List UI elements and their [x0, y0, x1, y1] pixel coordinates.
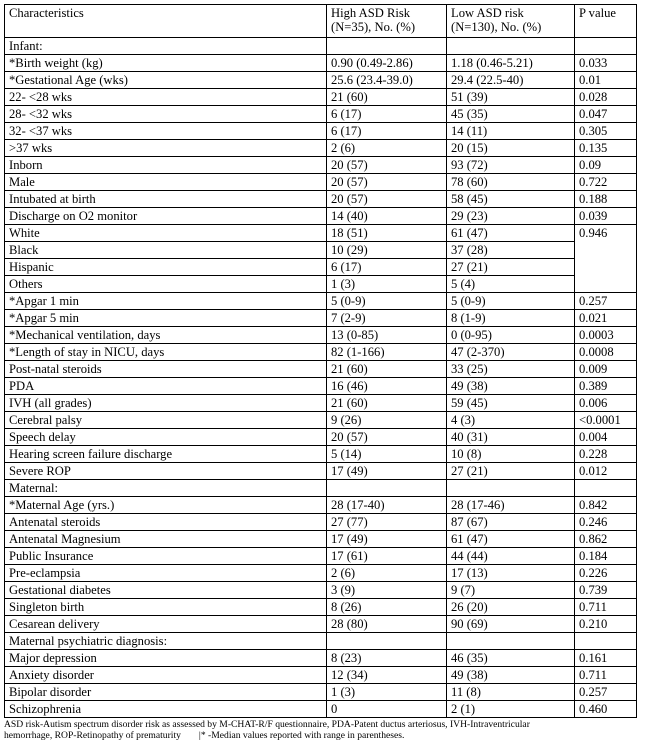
cell-high-asd-risk: 82 (1-166)	[327, 344, 447, 361]
cell-p-value	[575, 480, 637, 497]
cell-characteristic: Anxiety disorder	[5, 667, 327, 684]
header-high-asd-risk	[327, 5, 447, 38]
header-high-line2: (N=35), No. (%)	[331, 20, 416, 34]
cell-characteristic: >37 wks	[5, 140, 327, 157]
cell-low-asd-risk: 33 (25)	[447, 361, 575, 378]
cell-high-asd-risk: 21 (60)	[327, 89, 447, 106]
cell-characteristic: Pre-eclampsia	[5, 565, 327, 582]
cell-characteristic: *Gestational Age (wks)	[5, 72, 327, 89]
cell-high-asd-risk: 1 (3)	[327, 276, 447, 293]
cell-high-asd-risk	[327, 480, 447, 497]
cell-p-value: 0.228	[575, 446, 637, 463]
cell-high-asd-risk: 10 (29)	[327, 242, 447, 259]
table-row	[5, 463, 637, 480]
cell-characteristic: 22- <28 wks	[5, 89, 327, 106]
cell-high-asd-risk: 14 (40)	[327, 208, 447, 225]
cell-p-value: 0.246	[575, 514, 637, 531]
table-row	[5, 140, 637, 157]
cell-p-value: 0.135	[575, 140, 637, 157]
cell-characteristic: Discharge on O2 monitor	[5, 208, 327, 225]
cell-p-value: 0.047	[575, 106, 637, 123]
table-row	[5, 157, 637, 174]
cell-p-value: 0.0003	[575, 327, 637, 344]
footnote-line-2-text: hemorrhage, ROP-Retinopathy of prematurity	[4, 730, 181, 741]
cell-characteristic: Bipolar disorder	[5, 684, 327, 701]
cell-low-asd-risk: 46 (35)	[447, 650, 575, 667]
cell-high-asd-risk: 18 (51)	[327, 225, 447, 242]
cell-low-asd-risk: 51 (39)	[447, 89, 575, 106]
table-row	[5, 480, 637, 497]
cell-low-asd-risk: 20 (15)	[447, 140, 575, 157]
cell-characteristic: Antenatal Magnesium	[5, 531, 327, 548]
cell-characteristic: *Birth weight (kg)	[5, 55, 327, 72]
table-row	[5, 276, 637, 293]
cell-low-asd-risk: 11 (8)	[447, 684, 575, 701]
table-body	[5, 38, 637, 718]
cell-low-asd-risk: 1.18 (0.46-5.21)	[447, 55, 575, 72]
cell-characteristic: 32- <37 wks	[5, 123, 327, 140]
header-p-value-text: P value	[579, 6, 616, 20]
table-container	[4, 4, 636, 741]
cell-low-asd-risk: 29 (23)	[447, 208, 575, 225]
cell-p-value: 0.184	[575, 548, 637, 565]
table-row	[5, 446, 637, 463]
cell-characteristic: Black	[5, 242, 327, 259]
cell-high-asd-risk: 2 (6)	[327, 565, 447, 582]
cell-high-asd-risk: 7 (2-9)	[327, 310, 447, 327]
cell-high-asd-risk	[327, 633, 447, 650]
cell-p-value: 0.0008	[575, 344, 637, 361]
cell-low-asd-risk: 47 (2-370)	[447, 344, 575, 361]
cell-p-value: 0.021	[575, 310, 637, 327]
footnote-line-2	[4, 730, 644, 741]
table-row	[5, 55, 637, 72]
cell-low-asd-risk: 49 (38)	[447, 667, 575, 684]
header-low-asd-risk	[447, 5, 575, 38]
cell-high-asd-risk: 27 (77)	[327, 514, 447, 531]
cell-high-asd-risk: 20 (57)	[327, 191, 447, 208]
table-row	[5, 429, 637, 446]
table-row	[5, 242, 637, 259]
cell-low-asd-risk: 26 (20)	[447, 599, 575, 616]
table-row	[5, 72, 637, 89]
cell-high-asd-risk: 8 (26)	[327, 599, 447, 616]
cell-p-value: 0.01	[575, 72, 637, 89]
cell-low-asd-risk: 2 (1)	[447, 701, 575, 718]
cell-low-asd-risk: 10 (8)	[447, 446, 575, 463]
cell-low-asd-risk: 44 (44)	[447, 548, 575, 565]
cell-low-asd-risk: 29.4 (22.5-40)	[447, 72, 575, 89]
cell-low-asd-risk: 9 (7)	[447, 582, 575, 599]
cell-high-asd-risk: 6 (17)	[327, 106, 447, 123]
cell-low-asd-risk: 28 (17-46)	[447, 497, 575, 514]
cell-characteristic: Cesarean delivery	[5, 616, 327, 633]
cell-characteristic: *Maternal Age (yrs.)	[5, 497, 327, 514]
table-row	[5, 208, 637, 225]
cell-p-value: 0.722	[575, 174, 637, 191]
header-low-line1: Low ASD risk	[451, 6, 524, 20]
cell-p-value: 0.012	[575, 463, 637, 480]
table-row	[5, 684, 637, 701]
cell-high-asd-risk: 0.90 (0.49-2.86)	[327, 55, 447, 72]
cell-low-asd-risk: 87 (67)	[447, 514, 575, 531]
cell-characteristic: Hispanic	[5, 259, 327, 276]
cell-p-value	[575, 633, 637, 650]
cell-high-asd-risk: 17 (61)	[327, 548, 447, 565]
cell-high-asd-risk: 17 (49)	[327, 531, 447, 548]
cell-characteristic: Major depression	[5, 650, 327, 667]
cell-low-asd-risk: 40 (31)	[447, 429, 575, 446]
cell-p-value	[575, 242, 637, 259]
cell-p-value	[575, 276, 637, 293]
cell-p-value: 0.226	[575, 565, 637, 582]
cell-low-asd-risk: 49 (38)	[447, 378, 575, 395]
cell-low-asd-risk: 45 (35)	[447, 106, 575, 123]
cell-high-asd-risk: 1 (3)	[327, 684, 447, 701]
footnote-median-note: |* -Median values reported with range in parentheses.	[198, 730, 405, 741]
cell-p-value: <0.0001	[575, 412, 637, 429]
table-row	[5, 123, 637, 140]
cell-characteristic: Singleton birth	[5, 599, 327, 616]
table-row	[5, 701, 637, 718]
cell-low-asd-risk: 5 (4)	[447, 276, 575, 293]
table-row	[5, 667, 637, 684]
cell-p-value	[575, 38, 637, 55]
cell-high-asd-risk	[327, 38, 447, 55]
footnote-line-1: ASD risk-Autism spectrum disorder risk as assessed by M-CHAT-R/F questionnaire, PDA-Patent ductus arteriosus, IVH-Intraventricular	[4, 719, 530, 730]
cell-p-value: 0.946	[575, 225, 637, 242]
cell-p-value: 0.257	[575, 684, 637, 701]
cell-characteristic: Maternal:	[5, 480, 327, 497]
cell-p-value: 0.188	[575, 191, 637, 208]
table-row	[5, 650, 637, 667]
cell-characteristic: Male	[5, 174, 327, 191]
cell-low-asd-risk: 37 (28)	[447, 242, 575, 259]
table-row	[5, 38, 637, 55]
cell-low-asd-risk: 27 (21)	[447, 463, 575, 480]
cell-characteristic: Hearing screen failure discharge	[5, 446, 327, 463]
cell-high-asd-risk: 16 (46)	[327, 378, 447, 395]
cell-high-asd-risk: 5 (0-9)	[327, 293, 447, 310]
table-row	[5, 378, 637, 395]
cell-high-asd-risk: 28 (80)	[327, 616, 447, 633]
cell-high-asd-risk: 9 (26)	[327, 412, 447, 429]
table-row	[5, 361, 637, 378]
table-row	[5, 616, 637, 633]
cell-p-value: 0.006	[575, 395, 637, 412]
cell-high-asd-risk: 17 (49)	[327, 463, 447, 480]
table-row	[5, 548, 637, 565]
cell-high-asd-risk: 28 (17-40)	[327, 497, 447, 514]
cell-low-asd-risk: 61 (47)	[447, 531, 575, 548]
cell-p-value: 0.210	[575, 616, 637, 633]
cell-high-asd-risk: 5 (14)	[327, 446, 447, 463]
cell-low-asd-risk: 58 (45)	[447, 191, 575, 208]
cell-high-asd-risk: 21 (60)	[327, 395, 447, 412]
cell-p-value: 0.039	[575, 208, 637, 225]
cell-characteristic: 28- <32 wks	[5, 106, 327, 123]
cell-low-asd-risk: 14 (11)	[447, 123, 575, 140]
cell-low-asd-risk: 59 (45)	[447, 395, 575, 412]
cell-high-asd-risk: 20 (57)	[327, 429, 447, 446]
cell-characteristic: *Mechanical ventilation, days	[5, 327, 327, 344]
table-row	[5, 531, 637, 548]
header-low-line2: (N=130), No. (%)	[451, 20, 542, 34]
cell-characteristic: Intubated at birth	[5, 191, 327, 208]
cell-p-value: 0.842	[575, 497, 637, 514]
table-header-row	[5, 5, 637, 38]
cell-low-asd-risk: 0 (0-95)	[447, 327, 575, 344]
table-row	[5, 225, 637, 242]
header-characteristics	[5, 5, 327, 38]
table-row	[5, 191, 637, 208]
cell-characteristic: Maternal psychiatric diagnosis:	[5, 633, 327, 650]
cell-characteristic: Cerebral palsy	[5, 412, 327, 429]
cell-p-value: 0.161	[575, 650, 637, 667]
cell-characteristic: Others	[5, 276, 327, 293]
cell-p-value: 0.028	[575, 89, 637, 106]
table-row	[5, 259, 637, 276]
cell-high-asd-risk: 20 (57)	[327, 174, 447, 191]
cell-p-value: 0.862	[575, 531, 637, 548]
cell-low-asd-risk	[447, 38, 575, 55]
cell-p-value: 0.711	[575, 667, 637, 684]
table-row	[5, 293, 637, 310]
cell-p-value: 0.305	[575, 123, 637, 140]
cell-high-asd-risk: 13 (0-85)	[327, 327, 447, 344]
cell-characteristic: PDA	[5, 378, 327, 395]
table-row	[5, 395, 637, 412]
header-high-line1: High ASD Risk	[331, 6, 411, 20]
cell-low-asd-risk: 27 (21)	[447, 259, 575, 276]
table-row	[5, 412, 637, 429]
cell-characteristic: IVH (all grades)	[5, 395, 327, 412]
cell-high-asd-risk: 0	[327, 701, 447, 718]
cell-p-value: 0.004	[575, 429, 637, 446]
cell-characteristic: Schizophrenia	[5, 701, 327, 718]
table-row	[5, 514, 637, 531]
footnote	[4, 719, 644, 741]
cell-characteristic: Post-natal steroids	[5, 361, 327, 378]
cell-high-asd-risk: 3 (9)	[327, 582, 447, 599]
cell-high-asd-risk: 21 (60)	[327, 361, 447, 378]
cell-low-asd-risk: 8 (1-9)	[447, 310, 575, 327]
cell-p-value: 0.460	[575, 701, 637, 718]
cell-characteristic: White	[5, 225, 327, 242]
cell-high-asd-risk: 6 (17)	[327, 123, 447, 140]
cell-p-value: 0.09	[575, 157, 637, 174]
cell-low-asd-risk: 78 (60)	[447, 174, 575, 191]
cell-high-asd-risk: 8 (23)	[327, 650, 447, 667]
table-row	[5, 310, 637, 327]
cell-low-asd-risk: 4 (3)	[447, 412, 575, 429]
cell-p-value: 0.033	[575, 55, 637, 72]
cell-low-asd-risk: 90 (69)	[447, 616, 575, 633]
cell-p-value: 0.389	[575, 378, 637, 395]
characteristics-table	[4, 4, 637, 718]
cell-p-value: 0.009	[575, 361, 637, 378]
table-row	[5, 106, 637, 123]
cell-high-asd-risk: 20 (57)	[327, 157, 447, 174]
cell-characteristic: Public Insurance	[5, 548, 327, 565]
table-row	[5, 174, 637, 191]
cell-characteristic: *Apgar 1 min	[5, 293, 327, 310]
header-p-value	[575, 5, 637, 38]
cell-high-asd-risk: 2 (6)	[327, 140, 447, 157]
cell-low-asd-risk: 61 (47)	[447, 225, 575, 242]
cell-p-value: 0.711	[575, 599, 637, 616]
table-row	[5, 599, 637, 616]
table-row	[5, 89, 637, 106]
header-characteristics-text: Characteristics	[9, 6, 84, 20]
cell-characteristic: Antenatal steroids	[5, 514, 327, 531]
table-row	[5, 633, 637, 650]
cell-p-value: 0.257	[575, 293, 637, 310]
cell-characteristic: Infant:	[5, 38, 327, 55]
cell-high-asd-risk: 12 (34)	[327, 667, 447, 684]
cell-characteristic: Gestational diabetes	[5, 582, 327, 599]
table-row	[5, 582, 637, 599]
cell-high-asd-risk: 25.6 (23.4-39.0)	[327, 72, 447, 89]
table-row	[5, 565, 637, 582]
cell-high-asd-risk: 6 (17)	[327, 259, 447, 276]
cell-p-value: 0.739	[575, 582, 637, 599]
cell-characteristic: Speech delay	[5, 429, 327, 446]
cell-low-asd-risk: 5 (0-9)	[447, 293, 575, 310]
cell-p-value	[575, 259, 637, 276]
cell-low-asd-risk	[447, 480, 575, 497]
cell-characteristic: Inborn	[5, 157, 327, 174]
cell-characteristic: Severe ROP	[5, 463, 327, 480]
table-row	[5, 327, 637, 344]
cell-characteristic: *Apgar 5 min	[5, 310, 327, 327]
cell-characteristic: *Length of stay in NICU, days	[5, 344, 327, 361]
cell-low-asd-risk: 17 (13)	[447, 565, 575, 582]
table-row	[5, 497, 637, 514]
cell-low-asd-risk: 93 (72)	[447, 157, 575, 174]
table-row	[5, 344, 637, 361]
cell-low-asd-risk	[447, 633, 575, 650]
